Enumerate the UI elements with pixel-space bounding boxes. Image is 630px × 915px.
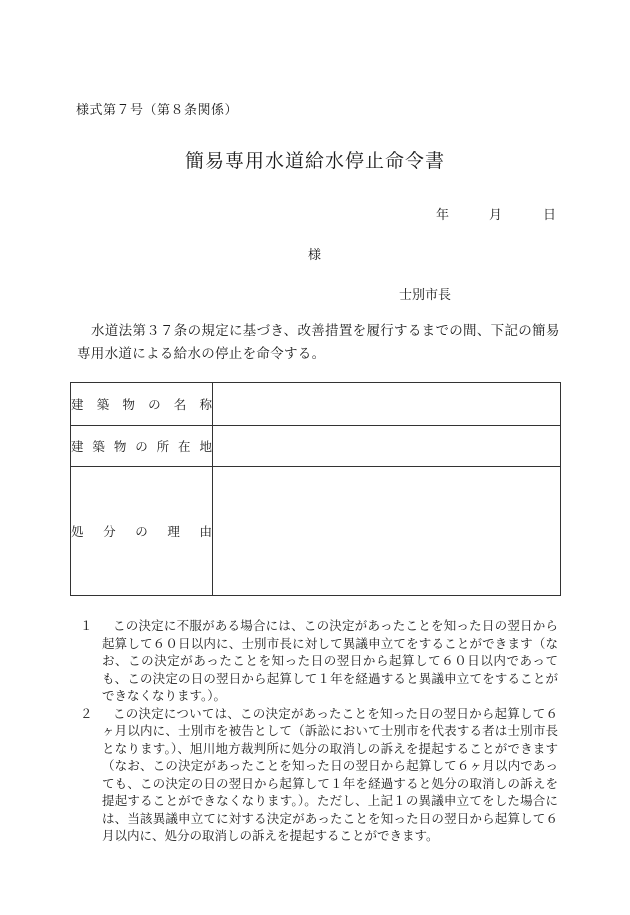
note-text: この決定に不服がある場合には、この決定があったことを知った日の翌日から起算して６０日以内に、士別市長に対して異議申立てをすることができます（なお、この決定があったことを知った日の翌日から起算して６０日以内であっても、この決定の日の翌日から起算して１年を経過すると異議申立てをすることができなくなります。）。	[102, 618, 558, 703]
spaced-label	[71, 437, 212, 455]
spaced-label	[71, 522, 212, 540]
label-char: 築	[96, 397, 110, 412]
label-char: 地	[199, 439, 212, 454]
notes-section	[80, 617, 558, 845]
label-char: 築	[92, 439, 105, 454]
date-year: 年	[436, 208, 450, 223]
label-char: 処	[71, 524, 84, 539]
note-text: この決定については、この決定があったことを知った日の翌日から起算して６ヶ月以内に、士別市を被告として（訴訟において士別市を代表する者は士別市長となります。）、旭川地方裁判所に処分の取消しの訴えを提起することができます（なお、この決定があったことを知った日の翌日から起算して６ヶ月以内であっても、この決定の日の翌日から起算して１年を経過すると処分の取消しの訴えを提起することができなくなります。）。ただし、上記１の異議申立てをした場合には、当該異議申立てに対する決定があったことを知った日の翌日から起算して６月以内に、処分の取消しの訴えを提起することができます。	[102, 705, 558, 843]
building-name-value	[213, 383, 561, 426]
addressee-suffix: 様	[308, 248, 322, 263]
table-row	[71, 383, 561, 426]
label-char: の	[135, 439, 148, 454]
label-char: 在	[178, 439, 191, 454]
label-char: の	[135, 524, 148, 539]
date-month: 月	[489, 208, 503, 223]
table-row	[71, 467, 561, 596]
date-day: 日	[543, 208, 557, 223]
disposal-reason-label	[71, 467, 213, 596]
building-name-label	[71, 383, 213, 426]
note-number: １	[80, 618, 93, 633]
label-char: 称	[199, 397, 212, 412]
order-body: 水道法第３７条の規定に基づき、改善措置を履行するまでの間、下記の簡易専用水道による給水の停止を命令する。	[77, 323, 560, 362]
label-char: 建	[71, 439, 84, 454]
label-char: 由	[199, 524, 212, 539]
building-address-value	[213, 426, 561, 467]
spaced-label	[71, 395, 212, 413]
document-title: 簡易専用水道給水停止命令書	[184, 150, 445, 172]
label-char: 名	[173, 397, 187, 412]
issuer: 士別市長	[399, 288, 452, 303]
label-char: 物	[122, 397, 135, 412]
disposal-reason-value	[213, 467, 561, 596]
form-number: 様式第７号（第８条関係）	[76, 103, 239, 118]
note-number: ２	[80, 705, 93, 721]
building-address-label	[71, 426, 213, 467]
label-char: 物	[113, 439, 127, 454]
label-char: 分	[103, 524, 116, 539]
note-item	[80, 617, 558, 705]
note-item	[80, 705, 558, 845]
label-char: 建	[71, 397, 84, 412]
label-char: 所	[156, 439, 170, 454]
table-row	[71, 426, 561, 467]
label-char: の	[148, 397, 161, 412]
building-info-table	[70, 382, 561, 596]
label-char: 理	[167, 524, 180, 539]
